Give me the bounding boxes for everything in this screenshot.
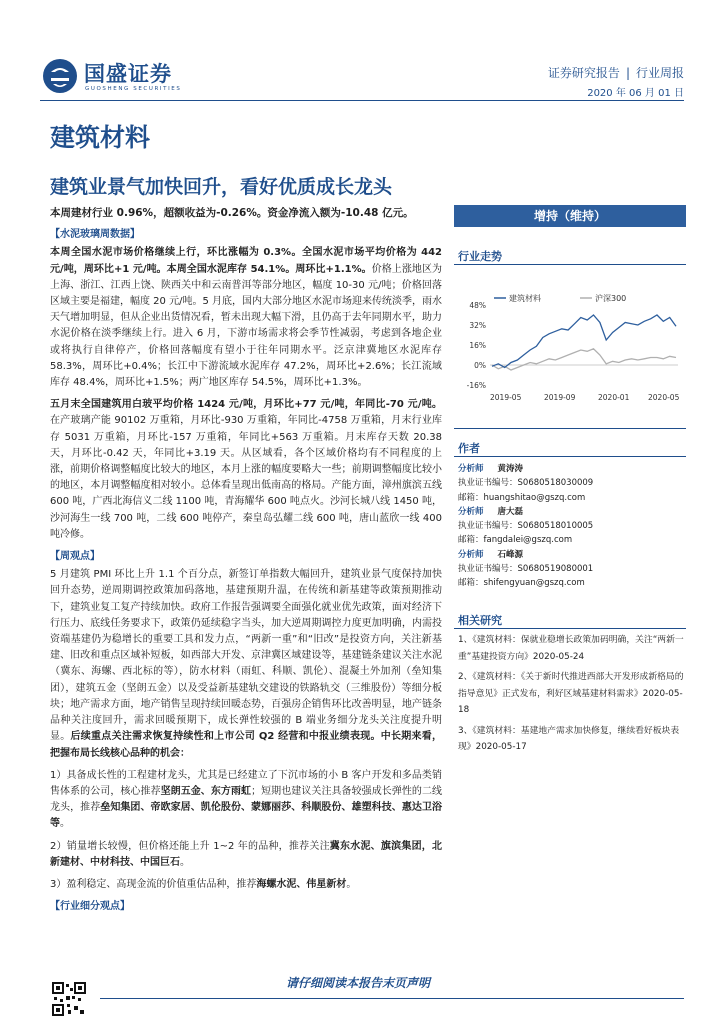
- guosheng-logo-icon: [42, 58, 78, 94]
- industry-trend-chart: [456, 284, 688, 402]
- author-role: 分析师: [458, 464, 484, 474]
- series-line-1: [492, 349, 676, 370]
- point-2-picks: 冀东水泥、旗滨集团，北新建材、中材科技、中国巨石: [50, 840, 443, 868]
- author-cert: [458, 476, 688, 490]
- point-1-body: 1）具备成长性的工程建材龙头，尤其是已经建立了下沉市场的小 B 客户开发和多品类销售体系的公司，核心推荐: [50, 769, 442, 797]
- author-entry: [458, 548, 688, 562]
- legend-label-series-0: 建筑材料: [509, 294, 541, 303]
- email-label: 邮箱：: [458, 578, 484, 589]
- company-logo-text: 国盛证券: [84, 62, 172, 86]
- email-link[interactable]: huangshitao@gszq.com: [483, 492, 586, 503]
- point-1-end: 。: [60, 818, 70, 830]
- author-email: [458, 491, 688, 505]
- author-role: 分析师: [458, 506, 484, 517]
- email-label: 邮箱：: [458, 492, 484, 503]
- author-email: [458, 576, 688, 590]
- section-title-cement: 【水泥玻璃周数据】: [50, 229, 140, 241]
- rating-badge: 增持（维持）: [454, 205, 686, 227]
- cement-lead: 本周全国水泥市场价格继续上行，环比涨幅为 0.3%。全国水泥市场平均价格为 442 元/吨，周环比+1 元/吨。本周全国水泥库存 54.1%。周环比+1.1%。: [50, 247, 442, 275]
- point-2: [50, 839, 442, 871]
- author-role: 分析师: [458, 549, 484, 560]
- email-link[interactable]: shifengyuan@gszq.com: [483, 578, 585, 589]
- glass-paragraph: [50, 397, 442, 543]
- y-tick-label: 16%: [469, 341, 486, 350]
- author-email: [458, 533, 688, 547]
- point-1-mid: ；短期也建议关注具备较强成长弹性的二线龙头，推荐: [50, 785, 443, 814]
- point-1-picks-a: 坚朗五金、东方雨虹: [160, 785, 252, 797]
- qr-code-icon: [52, 982, 86, 1016]
- point-2-end: 。: [180, 856, 190, 868]
- trend-title: 行业走势: [458, 250, 502, 263]
- cert-number: S0680518030009: [517, 478, 594, 489]
- author-divider: [454, 456, 686, 457]
- related-research-title: 相关研究: [458, 614, 502, 627]
- related-research-list: [458, 632, 690, 760]
- related-item[interactable]: 3、《建筑材料：基建地产需求加快修复，继续看好板块表现》2020-05-17: [458, 725, 680, 752]
- y-tick-label: 32%: [469, 321, 486, 330]
- cert-label: 执业证书编号：: [458, 521, 518, 532]
- main-content: [50, 205, 442, 917]
- x-tick-label: 2019-05: [490, 393, 522, 402]
- footer-divider: [100, 998, 684, 999]
- author-entry: [458, 505, 688, 519]
- industry-title: 建筑材料: [50, 123, 151, 152]
- authors-title: 作者: [458, 442, 480, 455]
- cement-body: 价格上涨地区为上海、浙江、江西上饶、陕西关中和云南普洱等部分地区，幅度 10-30 元/吨；价格回落区域主要是福建，幅度 20 元/吨。5 月底，国内大部分地区水泥市场迎来传统淡季，雨水天气增加明显，但从企业出货情况看，暂未出现大幅下滑，且仍高于去年同期水平，助力水泥价格在淡季继续上行。进入 6 月，下游市场需求将会季节性减弱，考虑到各地企业或将执行自律停产，价格回落幅度有望小于往年同期水平。泛京津冀地区水泥库存 58.3%，周环比+0.4%；长江中下游流域水泥库存 47.2%，周环比+2.6%；长江流域库存 48.4%，周环比+1.5%；两广地区库存 54.5%，周环比+1.3%。: [50, 263, 442, 389]
- y-tick-label: -16%: [466, 381, 486, 390]
- legend-label-series-1: 沪深300: [595, 294, 627, 303]
- series-line-0: [492, 315, 676, 368]
- summary: 本周建材行业 0.96%，超额收益为-0.26%。资金净流入额为-10.48 亿元。: [50, 207, 414, 219]
- view-bold: 后续重点关注需求恢复持续性和上市公司 Q2 经营和中报业绩表现。中长期来看，把握布局长线核心品种的机会：: [50, 731, 443, 759]
- report-type: [548, 64, 684, 81]
- author-top-divider: [454, 428, 686, 429]
- section-title-segment: 【行业细分观点】: [50, 901, 130, 913]
- header-divider: [40, 100, 684, 101]
- author-entry: [458, 462, 688, 476]
- point-1-picks-b: 垒知集团、帝欧家居、凯伦股份、蒙娜丽莎、科顺股份、雄塑科技、惠达卫浴等: [50, 802, 443, 830]
- footer-disclaimer-link[interactable]: 请仔细阅读本报告末页声明: [286, 976, 431, 990]
- glass-lead: 五月末全国建筑用白玻平均价格 1424 元/吨，月环比+77 元/吨，年同比-70 元/吨。: [50, 399, 442, 411]
- view-paragraph: [50, 567, 442, 761]
- y-tick-label: 0%: [474, 361, 486, 370]
- report-date: 2020 年 06 月 01 日: [587, 88, 684, 99]
- author-name: 唐大磊: [497, 506, 524, 517]
- report-headline: 建筑业景气加快回升，看好优质成长龙头: [50, 176, 393, 198]
- author-name: 黄涛涛: [497, 464, 524, 474]
- author-name: 石峰源: [497, 549, 524, 560]
- cert-label: 执业证书编号：: [458, 564, 518, 575]
- author-cert: [458, 519, 688, 533]
- point-3-picks: 海螺水泥、伟星新材: [256, 878, 347, 890]
- company-logo-english: GUOSHENG SECURITIES: [85, 86, 182, 92]
- y-tick-label: 48%: [469, 301, 486, 310]
- email-label: 邮箱：: [458, 535, 484, 546]
- point-2-body: 2）销量增长较慢，但价格还能上升 1~2 年的品种，推荐关注: [50, 840, 330, 852]
- point-3: [50, 877, 442, 893]
- report-category: 行业周报: [635, 66, 684, 80]
- cert-label: 执业证书编号：: [458, 478, 518, 489]
- section-title-view: 【周观点】: [50, 551, 100, 563]
- point-3-end: 。: [346, 878, 357, 890]
- cement-paragraph: [50, 245, 442, 391]
- separator: |: [625, 66, 630, 80]
- cert-number: S0680519080001: [517, 564, 594, 575]
- x-tick-label: 2019-09: [544, 393, 576, 402]
- related-item[interactable]: 2、《建筑材料：《关于新时代推进西部大开发形成新格局的指导意见》正式发布，利好区域基建材料需求》2020-05-18: [458, 672, 684, 715]
- author-cert: [458, 562, 688, 576]
- cert-number: S0680518010005: [517, 521, 594, 532]
- trend-divider: [454, 264, 686, 265]
- x-tick-label: 2020-01: [598, 393, 630, 402]
- point-1: [50, 768, 442, 833]
- related-item[interactable]: 1、《建筑材料：保就业稳增长政策加码明确，关注“两新一重”基建投资方向》2020-05-24: [458, 635, 684, 662]
- author-list: [458, 462, 688, 591]
- glass-body: 在产玻璃产能 90102 万重箱，月环比-930 万重箱，年同比-4758 万重箱，月末行业库存 5031 万重箱，月环比-157 万重箱，年同比+563 万重箱。月末库存天数 20.38 天，月环比-0.42 天，年同比+3.19 天。从区域看，各个区域价格均有不同程度的上涨，前期价格调整幅度比较大的地区，本月上涨的幅度要略大一些；前期调整幅度比较小的地区，本月调整幅度相对较小。总体看呈现出低南高的格局。产能方面，漳州旗滨五线 600 吨，广西北海信义二线 1100 吨，青海耀华 600 吨点火。沙河长城八线 1450 吨，沙河海生一线 700 吨，二线 600 吨停产，秦皇岛弘耀二线 600 吨，唐山蓝欣一线 400 吨冷修。: [50, 415, 442, 540]
- related-divider: [454, 628, 686, 629]
- report-type-label: 证券研究报告: [547, 66, 620, 80]
- point-3-body: 3）盈利稳定、高现金流的价值重估品种，推荐: [50, 878, 257, 890]
- x-tick-label: 2020-05: [648, 393, 680, 402]
- email-link[interactable]: fangdalei@gszq.com: [483, 535, 573, 546]
- view-body: 5 月建筑 PMI 环比上升 1.1 个百分点，新签订单指数大幅回升，建筑业景气度保持加快回升态势，逆周期调控政策加码落地，基建预期升温，在传统和新基建等政策预期推动下，建筑业复工复产持续加快。政府工作报告强调要全面强化就业优先政策，面对经济下行压力、底线任务要求下，政策仍延续稳字当头，加大逆周期调控力度更加明确，内需投资端基建仍为稳增长的重要工具和发力点，“两新一重”和“旧改”是投资方向，关注新基建、旧改和重点区域补短板，如西部大开发、京津冀区域建设等，基建链条建议关注水泥（冀东、海螺、西北标的等），防水材料（雨虹、科顺、凯伦）、混凝土外加剂（垒知集团），建筑五金（坚朗五金）以及受益新基建轨交建设的铁路轨交（三维股份）等细分板块；地产需求方面，地产销售呈现持续回暖态势，百强房企销售环比改善明显，地产链条品种关注度回升，需求回暖预期下，成长弹性较强的 B 端业务细分龙头关注度提升明显。: [50, 569, 442, 743]
